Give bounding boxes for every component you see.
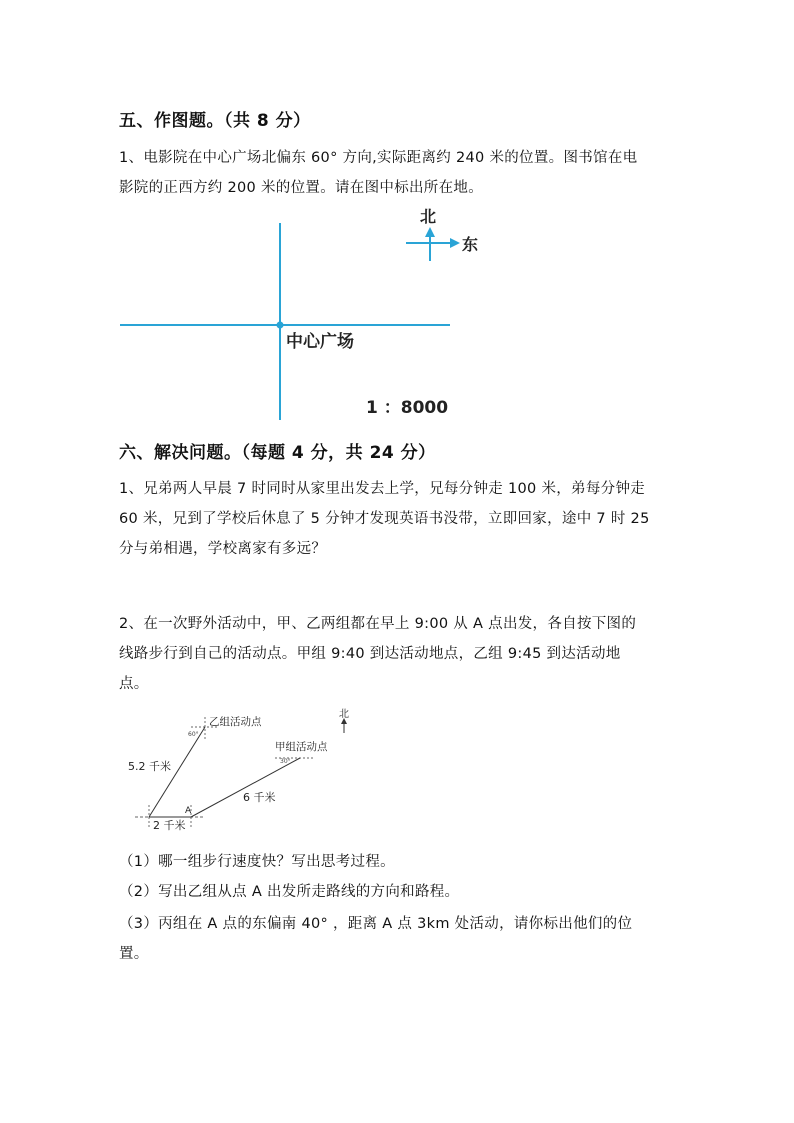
dist-bottom-label: 2 千米	[153, 819, 186, 832]
scale-label: 1 ：8000	[366, 398, 449, 418]
compass-north-arrow-icon	[425, 227, 435, 237]
s6-q2-sub3-line1: （3）丙组在 A 点的东偏南 40° ，距离 A 点 3km 处活动，请你标出他们的位	[119, 916, 633, 932]
s6-q2-sub1: （1）哪一组步行速度快？写出思考过程。	[119, 854, 395, 870]
route-jia	[191, 758, 300, 817]
yi-label: 乙组活动点	[209, 716, 262, 728]
s6-q1-line1: 1、兄弟两人早晨 7 时同时从家里出发去上学，兄每分钟走 100 米，弟每分钟走	[119, 481, 646, 497]
angle-jia-label: 30°	[280, 758, 291, 765]
compass-east-arrow-icon	[450, 238, 460, 248]
section5-heading: 五、作图题。（共 8 分）	[119, 111, 311, 131]
route-map-diagram	[125, 705, 365, 840]
center-square-diagram	[110, 205, 490, 425]
s6-q2-line1: 2、在一次野外活动中，甲、乙两组都在早上 9:00 从 A 点出发，各自按下图的	[119, 616, 637, 632]
map-north-label: 北	[339, 709, 349, 720]
angle-yi-label: 60°	[188, 731, 199, 738]
center-label: 中心广场	[286, 332, 354, 352]
section6-heading: 六、解决问题。（每题 4 分，共 24 分）	[119, 443, 436, 463]
center-point	[277, 322, 284, 329]
s5-q1-line2: 影院的正西方约 200 米的位置。请在图中标出所在地。	[119, 180, 483, 196]
s6-q2-sub3-line2: 置。	[119, 946, 149, 962]
compass-north-label: 北	[420, 207, 437, 226]
compass-east-label: 东	[462, 235, 479, 254]
point-a-label: A	[185, 806, 192, 816]
s6-q2-sub2: （2）写出乙组从点 A 出发所走路线的方向和路程。	[119, 884, 460, 900]
jia-label: 甲组活动点	[275, 741, 328, 753]
s6-q2-line2: 线路步行到自己的活动点。甲组 9:40 到达活动地点，乙组 9:45 到达活动地	[119, 646, 621, 662]
dist-right-label: 6 千米	[243, 791, 276, 804]
s6-q1-line2: 60 米，兄到了学校后休息了 5 分钟才发现英语书没带，立即回家，途中 7 时 25	[119, 511, 650, 527]
s6-q1-line3: 分与弟相遇，学校离家有多远？	[119, 541, 327, 557]
dist-left-label: 5.2 千米	[128, 760, 171, 773]
s6-q2-line3: 点。	[119, 676, 149, 692]
s5-q1-line1: 1、电影院在中心广场北偏东 60° 方向,实际距离约 240 米的位置。图书馆在电	[119, 150, 638, 166]
